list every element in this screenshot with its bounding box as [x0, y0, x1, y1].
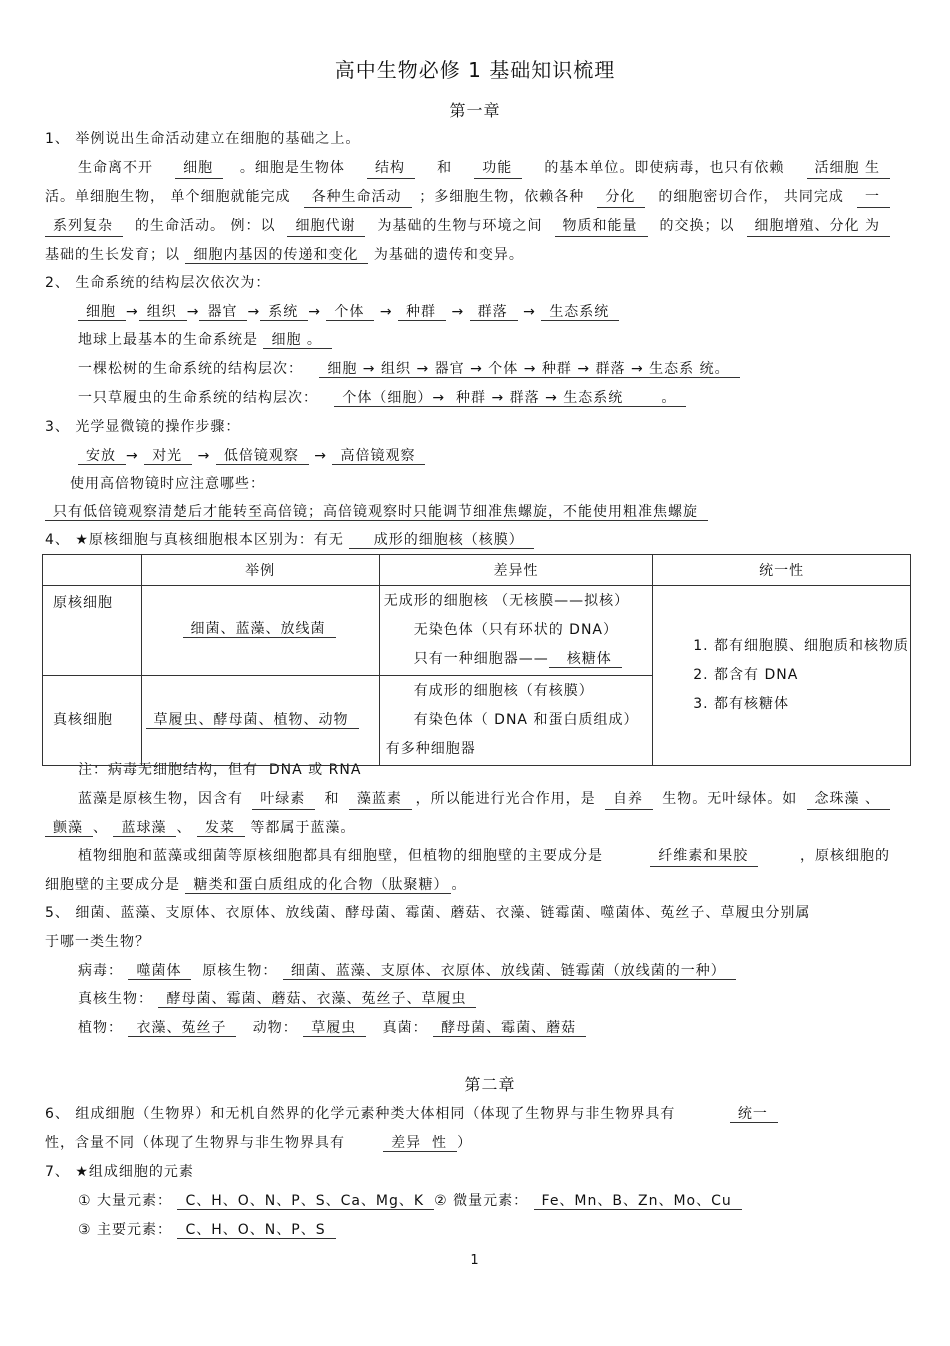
text-segment: → — [192, 448, 216, 464]
text-line — [78, 1191, 742, 1211]
fill-in-answer: 低倍镜观察 — [216, 448, 309, 465]
text-line — [45, 1162, 194, 1182]
fill-in-answer: 活细胞 生 — [807, 158, 890, 179]
fill-in-answer: 差异 性 — [383, 1135, 457, 1152]
text-segment: 地球上最基本的生命系统是 — [78, 332, 264, 348]
fill-in-answer: 草履虫 — [303, 1020, 366, 1037]
text-segment: 生物。无叶绿体。如 — [656, 791, 803, 807]
text-segment: 的交换；以 — [654, 218, 740, 234]
text-segment: → — [374, 304, 399, 320]
text-segment: → — [446, 304, 470, 320]
text-segment: 动物： — [236, 1020, 304, 1036]
text-segment: 细胞壁的主要成分是 — [45, 877, 186, 893]
text-line — [45, 875, 466, 895]
page-number: 1 — [470, 1253, 480, 1268]
fill-in-answer: 系统 — [260, 304, 308, 321]
text-segment: 植物： — [78, 1020, 129, 1036]
text-segment: 5、 细菌、蓝藻、支原体、衣原体、放线菌、酵母菌、霉菌、蘑菇、衣藻、链霉菌、噬菌体、菟丝子、草履虫分别属 — [45, 905, 811, 921]
text-segment: 生命离不开 — [78, 160, 159, 176]
fill-in-answer: Fe、Mn、B、Zn、Mo、Cu — [534, 1193, 742, 1210]
text-segment: → — [126, 448, 145, 464]
text-line — [45, 1104, 778, 1124]
text-segment: ③ 主要元素： — [78, 1222, 178, 1238]
examples-text: 细菌、蓝藻、放线菌 — [183, 621, 336, 638]
row-label — [43, 676, 142, 766]
fill-in-answer: 统一 — [730, 1106, 778, 1123]
difference-text: 有成形的细胞核（有核膜） — [413, 683, 594, 699]
text-line — [78, 359, 740, 379]
fill-in-answer: 结构 — [367, 158, 415, 179]
unity-item: 1. 都有细胞膜、细胞质和核物质 — [693, 638, 909, 654]
text-segment: 为基础的遗传和变异。 — [368, 247, 524, 263]
fill-in-answer: 个体（细胞）→ 种群 → 群落 → 生态系统 。 — [334, 390, 686, 407]
fill-in-answer: 安放 — [78, 448, 126, 465]
text-segment: 真核生物： — [78, 991, 159, 1007]
text-line — [78, 961, 736, 981]
table-header: 差异性 — [379, 555, 652, 586]
text-line — [70, 474, 265, 494]
text-line — [78, 989, 476, 1009]
text-line — [45, 417, 240, 437]
fill-in-answer: 纤维素和果胶 — [650, 846, 758, 867]
text-segment: → — [517, 304, 542, 320]
text-segment: ；多细胞生物，依赖各种 — [419, 189, 590, 205]
text-line — [45, 502, 708, 522]
unity-cell — [653, 586, 911, 766]
fill-in-answer: 细胞增殖、分化 为 — [747, 216, 890, 237]
fill-in-answer: 酵母菌、霉菌、蘑菇、衣藻、菟丝子、草履虫 — [158, 991, 476, 1008]
text-line — [45, 903, 810, 923]
fill-in-answer: 群落 — [470, 304, 518, 321]
table-header: 举例 — [141, 555, 379, 586]
text-line — [45, 530, 534, 550]
difference-text: 有多种细胞器 — [385, 741, 476, 757]
fill-in-answer: 种群 — [398, 304, 446, 321]
text-line — [45, 216, 890, 237]
text-segment: 2、 生命系统的结构层次依次为： — [45, 275, 271, 291]
text-segment: ① 大量元素： — [78, 1193, 178, 1209]
text-segment: 。 — [451, 877, 467, 893]
fill-in-answer: 衣藻、菟丝子 — [128, 1020, 236, 1037]
text-segment: 于哪一类生物？ — [45, 934, 150, 950]
text-segment: 真菌： — [366, 1020, 434, 1036]
examples-cell — [141, 676, 379, 766]
text-line — [45, 245, 524, 265]
text-line — [78, 1018, 586, 1038]
text-line — [45, 818, 355, 838]
chapter-heading: 第二章 — [464, 1075, 516, 1094]
text-line — [78, 330, 332, 350]
fill-in-answer: 念珠藻 、 — [807, 789, 890, 810]
text-segment: 的生命活动。 例：以 — [129, 218, 281, 234]
text-line — [45, 1133, 472, 1153]
text-segment: 1、 举例说出生命活动建立在细胞的基础之上。 — [45, 131, 361, 147]
row-label — [43, 586, 142, 676]
text-segment: 注：病毒无细胞结构，但有 DNA 或 RNA — [78, 762, 362, 778]
difference-blank: 核糖体 — [549, 651, 622, 668]
text-segment: 的细胞密切合作， 共同完成 — [652, 189, 850, 205]
text-line — [78, 158, 890, 179]
text-segment: 一只草履虫的生命系统的结构层次： — [78, 390, 335, 406]
differences-cell — [379, 586, 652, 676]
text-segment: 蓝藻是原核生物，因含有 — [78, 791, 249, 807]
text-segment: 等都属于蓝藻。 — [244, 820, 356, 836]
fill-in-answer: 成形的细胞核（核膜） — [349, 532, 533, 549]
fill-in-answer: 噬菌体 — [128, 963, 191, 980]
fill-in-answer: 高倍镜观察 — [332, 448, 425, 465]
unity-item: 3. 都有核糖体 — [693, 696, 789, 712]
fill-in-answer: 各种生命活动 — [304, 187, 412, 208]
fill-in-answer: 叶绿素 — [252, 789, 315, 810]
fill-in-answer: 酵母菌、霉菌、蘑菇 — [433, 1020, 586, 1037]
text-segment: ② 微量元素： — [434, 1193, 534, 1209]
table-header-row — [43, 555, 911, 586]
text-segment: ，所以能进行光合作用，是 — [415, 791, 602, 807]
fill-in-answer: 颤藻 — [45, 820, 93, 837]
fill-in-answer: 细胞 — [78, 304, 126, 321]
fill-in-answer: 糖类和蛋白质组成的化合物（肽聚糖） — [185, 877, 451, 894]
cell-comparison-table — [42, 554, 911, 766]
fill-in-answer: C、H、O、N、P、S — [177, 1222, 335, 1239]
fill-in-answer: 系列复杂 — [45, 216, 123, 237]
text-line — [78, 446, 425, 466]
text-segment: 植物细胞和蓝藻或细菌等原核细胞都具有细胞壁，但植物的细胞壁的主要成分是 — [78, 848, 609, 864]
text-segment: 活。单细胞生物， 单个细胞就能完成 — [45, 189, 296, 205]
text-segment: → — [247, 304, 261, 320]
table-header: 统一性 — [653, 555, 911, 586]
fill-in-answer: 只有低倍镜观察清楚后才能转至高倍镜；高倍镜观察时只能调节细准焦螺旋，不能使用粗准焦螺旋 — [45, 504, 708, 521]
text-segment: 使用高倍物镜时应注意哪些： — [70, 476, 265, 492]
text-line — [45, 273, 270, 293]
text-segment: 为基础的生物与环境之间 — [372, 218, 548, 234]
fill-in-answer: C、H、O、N、P、S、Ca、Mg、K — [177, 1193, 434, 1210]
fill-in-answer: 细胞 。 — [263, 332, 331, 349]
text-line — [45, 187, 890, 208]
text-segment: ，原核细胞的 — [799, 848, 890, 864]
row-label-text: 真核细胞 — [53, 712, 113, 728]
difference-text: 有染色体（ DNA 和蛋白质组成） — [413, 712, 639, 728]
fill-in-answer: 自养 — [605, 789, 653, 810]
text-line — [78, 789, 890, 810]
text-segment: 3、 光学显微镜的操作步骤： — [45, 419, 241, 435]
fill-in-answer: 分化 — [597, 187, 645, 208]
fill-in-answer: 器官 — [199, 304, 247, 321]
fill-in-answer: 细胞内基因的传递和变化 — [185, 247, 368, 264]
chapter-heading: 第一章 — [449, 101, 501, 120]
difference-text: 无染色体（只有环状的 DNA） — [413, 622, 618, 638]
text-segment: → — [308, 448, 333, 464]
text-line — [45, 932, 150, 952]
text-segment: 性，含量不同（体现了生物界与非生物界具有 — [45, 1135, 384, 1151]
differences-cell — [379, 676, 652, 766]
text-line — [78, 846, 890, 867]
examples-cell — [141, 586, 379, 676]
fill-in-answer: 对光 — [144, 448, 192, 465]
text-segment: 、 — [176, 820, 197, 836]
fill-in-answer: 细胞 — [175, 158, 223, 179]
text-segment: 和 — [431, 160, 458, 176]
difference-text: 无成形的细胞核 （无核膜——拟核） — [383, 593, 630, 609]
text-line — [45, 129, 360, 149]
text-line — [78, 388, 686, 408]
fill-in-answer: 功能 — [474, 158, 522, 179]
text-segment: 的基本单位。即使病毒，也只有依赖 — [538, 160, 790, 176]
document-title: 高中生物必修 1 基础知识梳理 — [334, 58, 616, 82]
row-label-text: 原核细胞 — [53, 595, 113, 611]
text-line — [78, 1220, 336, 1240]
difference-text: 只有一种细胞器—— — [413, 651, 549, 667]
fill-in-answer: 物质和能量 — [555, 216, 648, 237]
text-segment: 。细胞是生物体 — [239, 160, 351, 176]
fill-in-answer: 个体 — [326, 304, 374, 321]
text-segment: 病毒： — [78, 963, 129, 979]
fill-in-answer: 生态系统 — [541, 304, 619, 321]
fill-in-answer: 细胞 → 组织 → 器官 → 个体 → 种群 → 群落 → 生态系 统。 — [319, 361, 739, 378]
text-segment: 和 — [319, 791, 346, 807]
text-segment: → — [308, 304, 327, 320]
text-segment: → — [186, 304, 200, 320]
fill-in-answer: 细菌、蓝藻、支原体、衣原体、放线菌、链霉菌（放线菌的一种） — [283, 963, 736, 980]
text-line — [78, 302, 619, 322]
text-segment: 原核生物： — [191, 963, 283, 979]
fill-in-answer: 一 — [857, 187, 890, 208]
table-row — [43, 586, 911, 676]
table-header — [43, 555, 142, 586]
unity-item: 2. 都含有 DNA — [693, 667, 799, 683]
fill-in-answer: 细胞代谢 — [287, 216, 365, 237]
text-segment: ） — [457, 1135, 473, 1151]
text-segment: 6、 组成细胞（生物界）和无机自然界的化学元素种类大体相同（体现了生物界与非生物界具有 — [45, 1106, 730, 1122]
text-segment: 、 — [93, 820, 114, 836]
examples-text: 草履虫、酵母菌、植物、动物 — [146, 712, 359, 729]
text-segment: 一棵松树的生命系统的结构层次： — [78, 361, 320, 377]
text-segment: → — [126, 304, 139, 320]
fill-in-answer: 组织 — [139, 304, 187, 321]
text-segment: 4、 ★原核细胞与真核细胞根本区别为：有无 — [45, 532, 350, 548]
fill-in-answer: 蓝球藻 — [113, 820, 176, 837]
text-segment: 基础的生长发育；以 — [45, 247, 186, 263]
fill-in-answer: 藻蓝素 — [349, 789, 412, 810]
text-segment: 7、 ★组成细胞的元素 — [45, 1164, 194, 1180]
fill-in-answer: 发菜 — [197, 820, 245, 837]
